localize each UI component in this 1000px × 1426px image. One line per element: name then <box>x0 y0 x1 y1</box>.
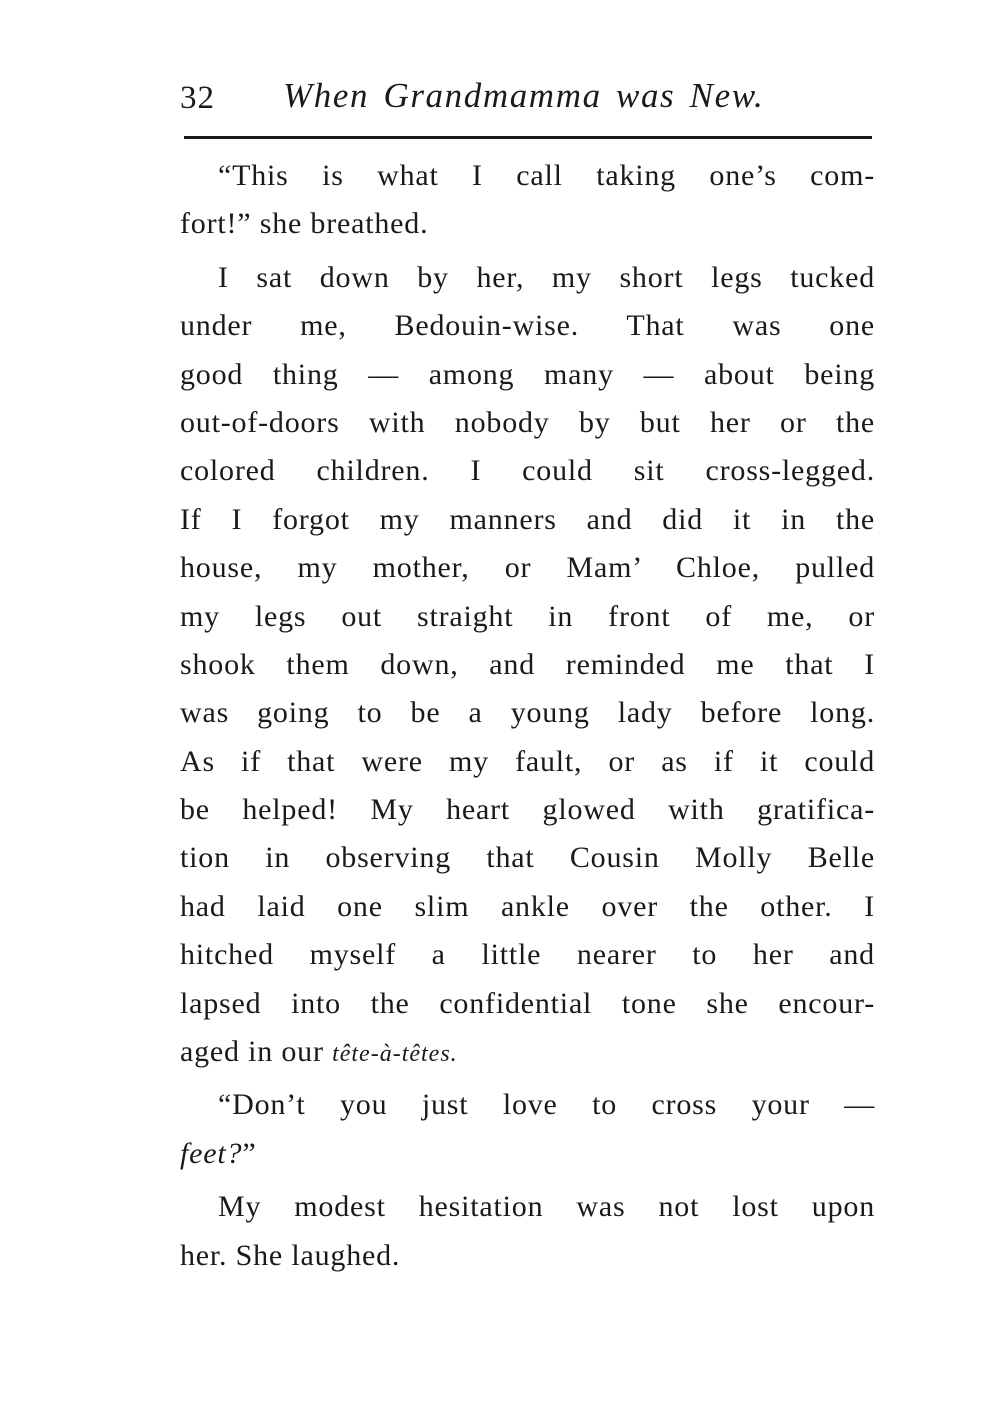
text-line: colored children. I could sit cross-legged. <box>180 454 875 488</box>
text-line: under me, Bedouin-wise. That was one <box>180 309 875 343</box>
text-line: was going to be a young lady before long. <box>180 696 875 730</box>
running-head <box>180 72 875 124</box>
text-line <box>180 1130 875 1178</box>
text-line <box>180 1028 875 1076</box>
text-line: house, my mother, or Mam’ Chloe, pulled <box>180 551 875 585</box>
text-line: “Don’t you just love to cross your — <box>218 1088 875 1122</box>
body-text <box>180 152 875 1285</box>
text-line: good thing — among many — about being <box>180 357 875 391</box>
book-page <box>180 0 875 1426</box>
italic-phrase: tête-à-têtes. <box>332 1041 458 1068</box>
text-line: hitched myself a little nearer to her and <box>180 938 875 972</box>
text-line: If I forgot my manners and did it in the <box>180 502 875 536</box>
text-line: her. She laughed. <box>180 1238 401 1272</box>
running-title: When Grandmamma was New. <box>283 76 765 115</box>
text-line: my legs out straight in front of me, or <box>180 599 875 633</box>
text-line: out-of-doors with nobody by but her or the <box>180 405 875 439</box>
text-line: As if that were my fault, or as if it could <box>180 744 875 778</box>
text-line: be helped! My heart glowed with gratifica- <box>180 793 875 827</box>
paragraph-4 <box>180 1183 875 1280</box>
text-line: My modest hesitation was not lost upon <box>218 1190 875 1224</box>
paragraph-2 <box>180 254 875 1077</box>
italic-word: feet? <box>180 1136 243 1170</box>
text-line: lapsed into the confidential tone she encour- <box>180 986 875 1020</box>
text-line: fort!” she breathed. <box>180 207 429 241</box>
page-number: 32 <box>180 80 215 116</box>
paragraph-1 <box>180 152 875 249</box>
text-line: shook them down, and reminded me that I <box>180 647 875 681</box>
text-line: had laid one slim ankle over the other. I <box>180 889 875 923</box>
closing-quote: ” <box>242 1136 257 1170</box>
text-line: I sat down by her, my short legs tucked <box>218 260 875 294</box>
header-rule <box>184 136 872 139</box>
text-line: tion in observing that Cousin Molly Belle <box>180 841 875 875</box>
text-line: “This is what I call taking one’s com- <box>218 159 875 192</box>
text-line-prefix: aged in our <box>180 1035 333 1069</box>
paragraph-3 <box>180 1081 875 1178</box>
